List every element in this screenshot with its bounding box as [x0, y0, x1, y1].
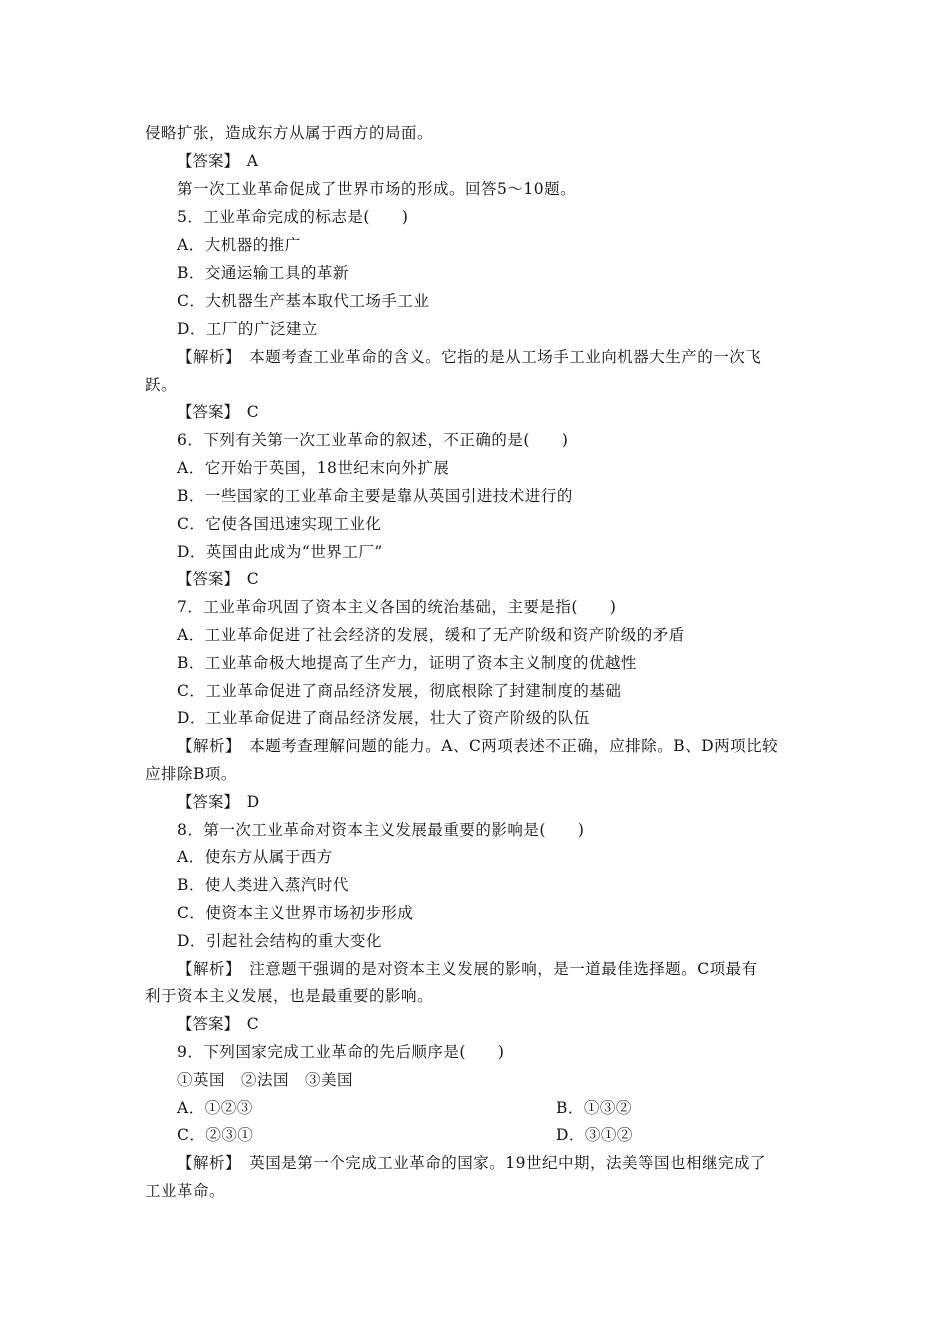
- question-9: 9．下列国家完成工业革命的先后顺序是( ): [177, 1043, 505, 1061]
- answer-line: 【答案】 C: [177, 1015, 259, 1033]
- analysis-line: 应排除B项。: [145, 765, 237, 783]
- option-c: C．大机器生产基本取代工场手工业: [177, 292, 430, 310]
- answer-line: 【答案】 C: [177, 570, 259, 588]
- option-row: [177, 1125, 633, 1145]
- analysis-line: 【解析】 注意题干强调的是对资本主义发展的影响，是一道最佳选择题。C项最有: [177, 960, 758, 978]
- option-b: B．使人类进入蒸汽时代: [177, 876, 349, 894]
- option-row: [177, 1098, 632, 1118]
- option-d: D．工厂的广泛建立: [177, 320, 318, 338]
- analysis-line: 利于资本主义发展，也是最重要的影响。: [145, 987, 434, 1005]
- analysis-line: 【解析】 本题考查理解问题的能力。A、C两项表述不正确，应排除。B、D两项比较: [177, 737, 779, 755]
- question-5: 5．工业革命完成的标志是( ): [177, 208, 409, 226]
- answer-line: 【答案】 C: [177, 403, 259, 421]
- question-8: 8．第一次工业革命对资本主义发展最重要的影响是( ): [177, 821, 585, 839]
- option-a: A．它开始于英国，18世纪末向外扩展: [177, 459, 450, 477]
- text-line: 侵略扩张，造成东方从属于西方的局面。: [145, 124, 434, 142]
- option-a: A．①②③: [177, 1099, 253, 1117]
- option-c: C．工业革命促进了商品经济发展，彻底根除了封建制度的基础: [177, 682, 622, 700]
- option-c: C．使资本主义世界市场初步形成: [177, 904, 414, 922]
- option-d: D．英国由此成为“世界工厂”: [177, 543, 383, 561]
- option-b: B．一些国家的工业革命主要是靠从英国引进技术进行的: [177, 487, 573, 505]
- option-c: C．②③①: [177, 1126, 254, 1144]
- question-7: 7．工业革命巩固了资本主义各国的统治基础，主要是指( ): [177, 598, 617, 616]
- question-9-items: ①英国 ②法国 ③美国: [177, 1071, 354, 1089]
- option-a: A．大机器的推广: [177, 236, 301, 254]
- analysis-line: 工业革命。: [145, 1182, 226, 1200]
- option-d: D．工业革命促进了商品经济发展，壮大了资产阶级的队伍: [177, 709, 590, 727]
- option-b: B．交通运输工具的革新: [177, 264, 349, 282]
- analysis-line: 【解析】 本题考查工业革命的含义。它指的是从工场手工业向机器大生产的一次飞: [177, 348, 762, 366]
- option-c: C．它使各国迅速实现工业化: [177, 515, 382, 533]
- option-b: B．工业革命极大地提高了生产力，证明了资本主义制度的优越性: [177, 654, 637, 672]
- analysis-line: 跃。: [145, 376, 178, 394]
- option-a: A．工业革命促进了社会经济的发展，缓和了无产阶级和资产阶级的矛盾: [177, 626, 685, 644]
- answer-line: 【答案】 D: [177, 793, 260, 811]
- option-d: D．引起社会结构的重大变化: [177, 932, 382, 950]
- option-d: D．③①②: [556, 1126, 633, 1144]
- option-a: A．使东方从属于西方: [177, 848, 333, 866]
- text-line: 第一次工业革命促成了世界市场的形成。回答5～10题。: [177, 180, 577, 198]
- option-b: B．①③②: [556, 1099, 632, 1117]
- analysis-line: 【解析】 英国是第一个完成工业革命的国家。19世纪中期，法美等国也相继完成了: [177, 1154, 766, 1172]
- question-6: 6．下列有关第一次工业革命的叙述，不正确的是( ): [177, 431, 569, 449]
- answer-line: 【答案】 A: [177, 152, 258, 170]
